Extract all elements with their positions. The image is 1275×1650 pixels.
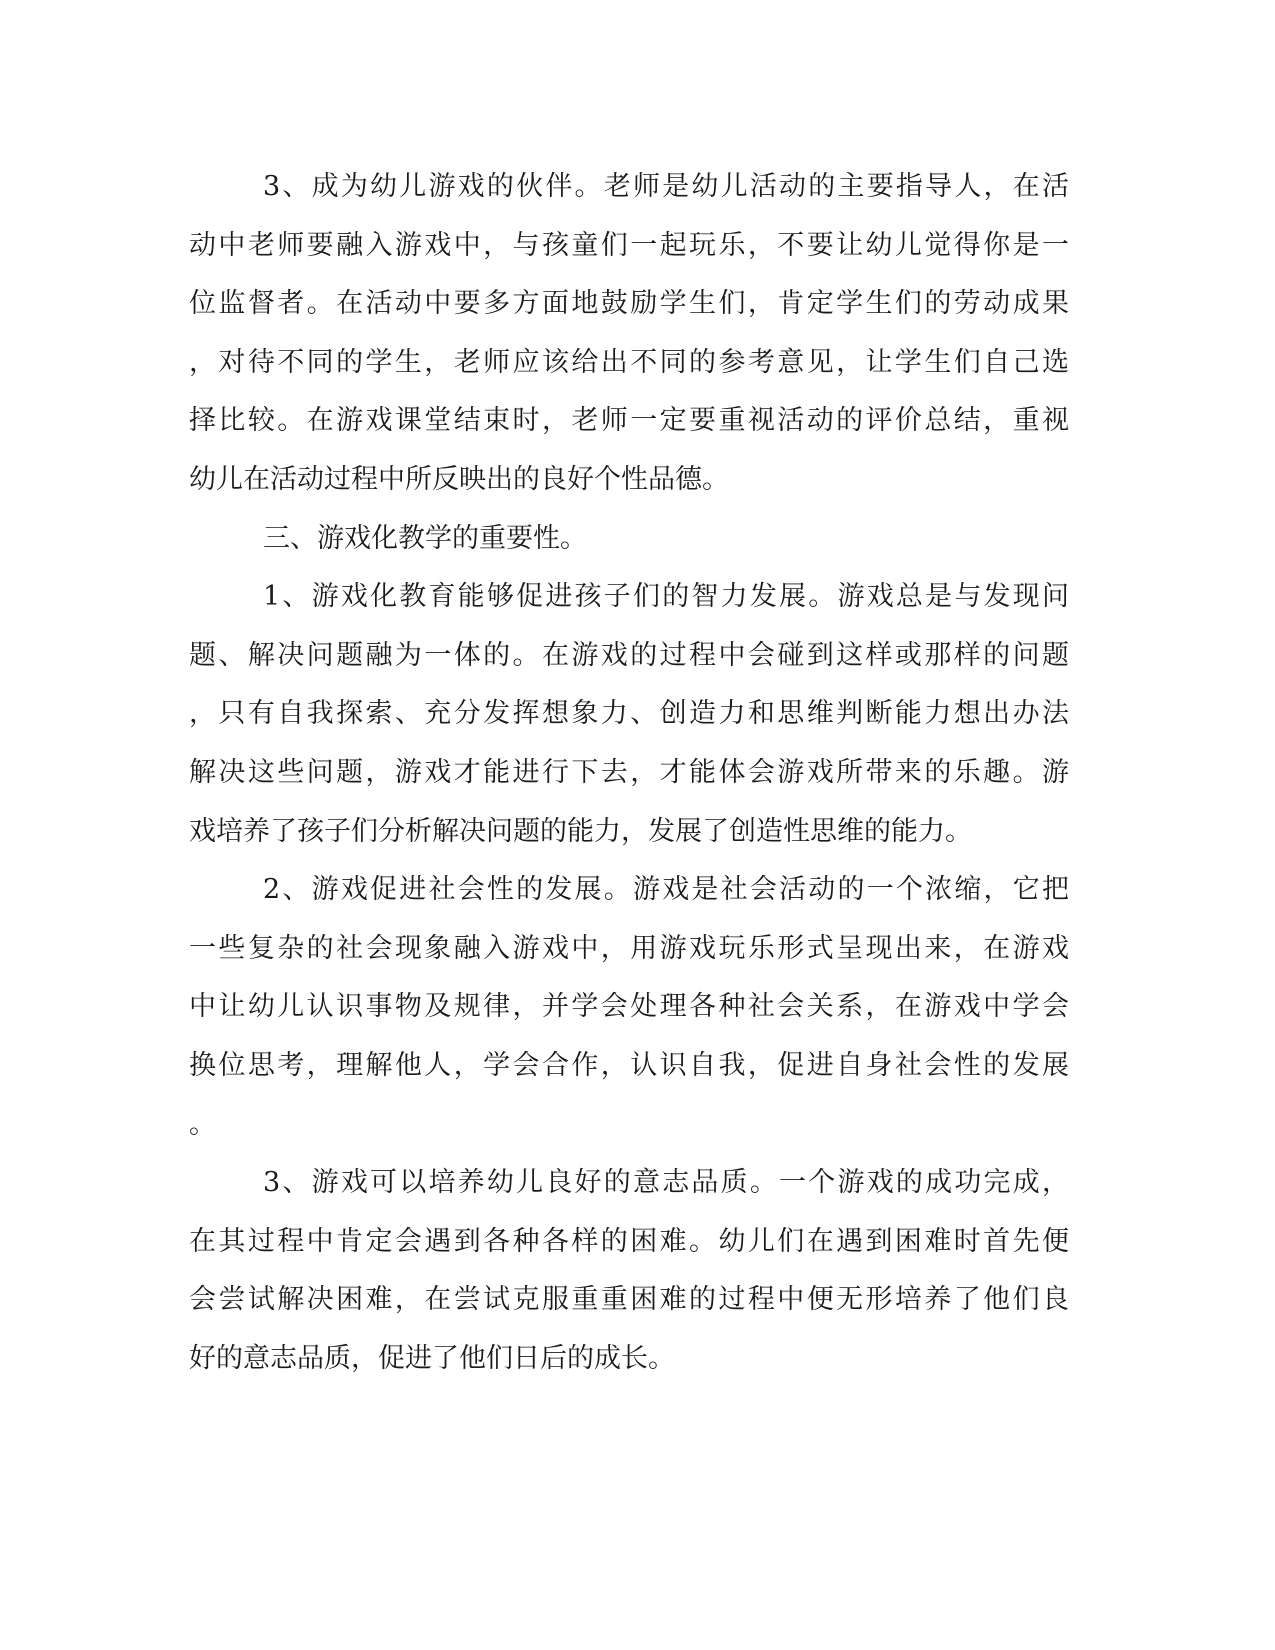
paragraph-line: 位监督者。在活动中要多方面地鼓励学生们，肯定学生们的劳动成果	[189, 288, 1069, 320]
paragraph-line: 题、解决问题融为一体的。在游戏的过程中会碰到这样或那样的问题	[189, 639, 1069, 671]
paragraph-line: 中让幼儿认识事物及规律，并学会处理各种社会关系，在游戏中学会	[189, 991, 1069, 1023]
paragraph-line: ，只有自我探索、充分发挥想象力、创造力和思维判断能力想出办法	[189, 698, 1069, 730]
paragraph-line: 好的意志品质，促进了他们日后的成长。	[189, 1342, 675, 1374]
paragraph-line: 一些复杂的社会现象融入游戏中，用游戏玩乐形式呈现出来，在游戏	[189, 932, 1069, 964]
paragraph-line: ，对待不同的学生，老师应该给出不同的参考意见，让学生们自己选	[189, 346, 1069, 378]
paragraph-line: 在其过程中肯定会遇到各种各样的困难。幼儿们在遇到困难时首先便	[189, 1225, 1069, 1257]
paragraph-line: 。	[189, 1108, 216, 1140]
paragraph-line: 会尝试解决困难，在尝试克服重重困难的过程中便无形培养了他们良	[189, 1284, 1069, 1316]
paragraph-line: 3、成为幼儿游戏的伙伴。老师是幼儿活动的主要指导人，在活	[263, 171, 1069, 202]
document-body	[189, 158, 1069, 1388]
paragraph-line: 解决这些问题，游戏才能进行下去，才能体会游戏所带来的乐趣。游	[189, 756, 1069, 788]
section-heading: 三、游戏化教学的重要性。	[263, 522, 587, 554]
paragraph-line: 动中老师要融入游戏中，与孩童们一起玩乐，不要让幼儿觉得你是一	[189, 229, 1069, 261]
paragraph-line: 1、游戏化教育能够促进孩子们的智力发展。游戏总是与发现问	[263, 581, 1069, 613]
paragraph-line: 择比较。在游戏课堂结束时，老师一定要重视活动的评价总结，重视	[189, 405, 1069, 437]
paragraph-line: 幼儿在活动过程中所反映出的良好个性品德。	[189, 463, 729, 495]
paragraph-line: 2、游戏促进社会性的发展。游戏是社会活动的一个浓缩，它把	[263, 874, 1069, 906]
paragraph-line: 戏培养了孩子们分析解决问题的能力，发展了创造性思维的能力。	[189, 815, 972, 847]
paragraph-line: 换位思考，理解他人，学会合作，认识自我，促进自身社会性的发展	[189, 1049, 1069, 1081]
paragraph-line: 3、游戏可以培养幼儿良好的意志品质。一个游戏的成功完成，	[263, 1167, 1069, 1199]
